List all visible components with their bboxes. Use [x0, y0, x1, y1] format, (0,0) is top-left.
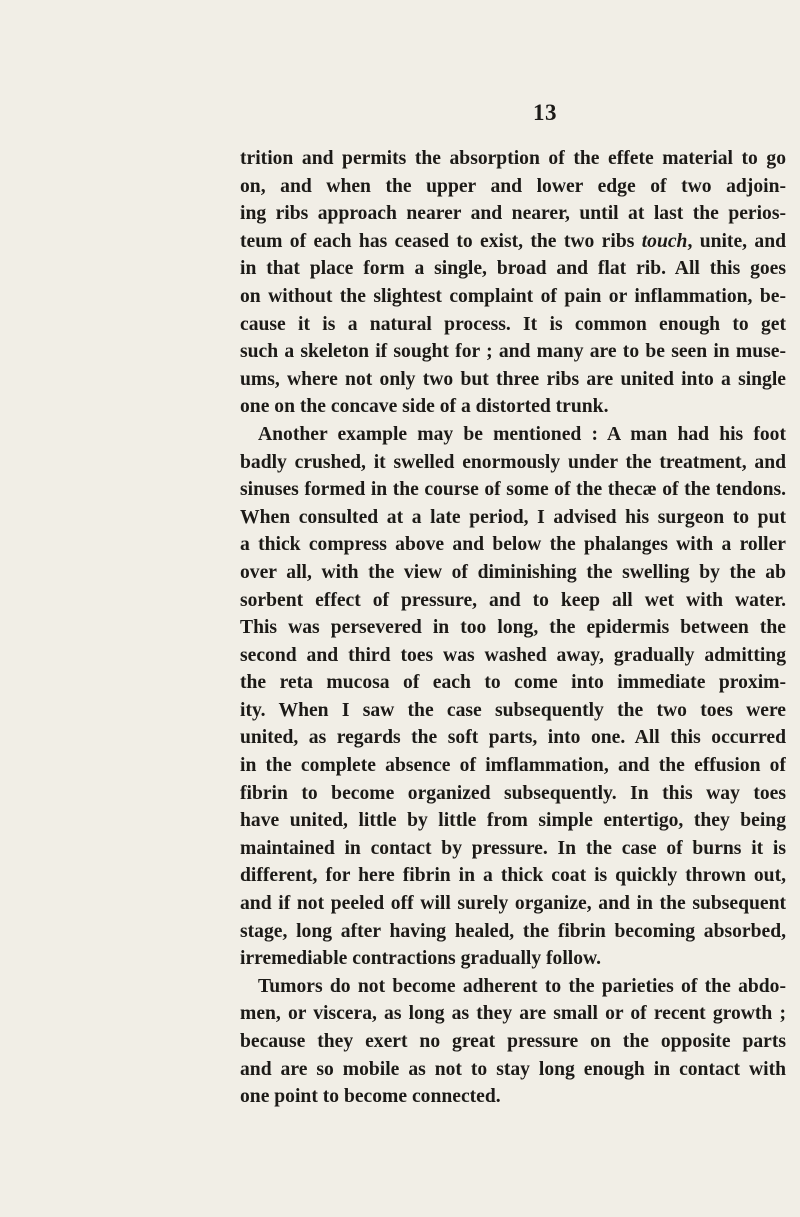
text-line: irremediable contractions gradually follow. — [240, 948, 602, 970]
paragraph-foot-example — [240, 421, 786, 973]
text-line: because they exert no great pressure on the opposite parts — [240, 1031, 786, 1052]
text-line: on, and when the upper and lower edge of two adjoin- — [240, 175, 786, 197]
text-line: one on the concave side of a distorted trunk. — [240, 396, 609, 418]
text-line: and are so mobile as not to stay long enough in contact with — [240, 1058, 786, 1080]
text-line: united, as regards the soft parts, into one. All this occurred — [240, 727, 786, 749]
text-line: and if not peeled off will surely organize, and in the subsequent — [240, 893, 786, 915]
text-line: in the complete absence of imflammation, and the effusion of — [240, 755, 786, 777]
text-line: sorbent effect of pressure, and to keep all wet with water. — [240, 589, 786, 611]
text-line: This was persevered in too long, the epidermis between the — [240, 617, 786, 639]
text-line: badly crushed, it swelled enormously under the treatment, and — [240, 451, 786, 473]
text-line: a thick compress above and below the phalanges with a roller — [240, 534, 786, 556]
paragraph-ribs — [240, 145, 786, 421]
text-line: such a skeleton if sought for ; and many are to be seen in muse- — [240, 341, 786, 363]
text-line: sinuses formed in the course of some of the thecæ of the tendons. — [240, 479, 786, 501]
paragraph-tumors — [240, 973, 786, 1111]
text-line: When consulted at a late period, I advised his surgeon to put — [240, 506, 786, 528]
text-line: cause it is a natural process. It is common enough to get — [240, 313, 786, 335]
body-text — [240, 145, 786, 1111]
text-line: the reta mucosa of each to come into immediate proxim- — [240, 672, 786, 694]
emphasis-touch: touch — [641, 230, 688, 252]
text-line: in that place form a single, broad and flat rib. All this goes — [240, 258, 786, 280]
text-line: ity. When I saw the case subsequently the two toes were — [240, 699, 786, 721]
text-line: ums, where not only two but three ribs are united into a single — [240, 368, 786, 390]
text-line: teum of each has ceased to exist, the two ribs touch, unite, and — [240, 230, 786, 252]
text-line: on without the slightest complaint of pain or inflammation, be- — [240, 285, 786, 307]
text-line: men, or viscera, as long as they are small or of recent growth ; — [240, 1003, 786, 1025]
text-line: ing ribs approach nearer and nearer, until at last the perios- — [240, 203, 786, 225]
text-line: stage, long after having healed, the fibrin becoming absorbed, — [240, 920, 786, 942]
text-line: fibrin to become organized subsequently. In this way toes — [240, 782, 786, 804]
text-line: one point to become connected. — [240, 1086, 501, 1108]
page-number: 13 — [533, 100, 557, 125]
text-line: maintained in contact by pressure. In the case of burns it is — [240, 837, 786, 859]
text-line: over all, with the view of diminishing the swelling by the ab — [240, 561, 786, 583]
text-line: have united, little by little from simple entertigo, they being — [240, 810, 786, 832]
text-line: Tumors do not become adherent to the parieties of the abdo- — [258, 975, 786, 997]
text-line: Another example may be mentioned : A man had his foot — [258, 423, 786, 445]
text-line: second and third toes was washed away, gradually admitting — [240, 644, 786, 666]
text-line: trition and permits the absorption of the effete material to go — [240, 148, 786, 169]
text-line: different, for here fibrin in a thick coat is quickly thrown out, — [240, 865, 786, 887]
